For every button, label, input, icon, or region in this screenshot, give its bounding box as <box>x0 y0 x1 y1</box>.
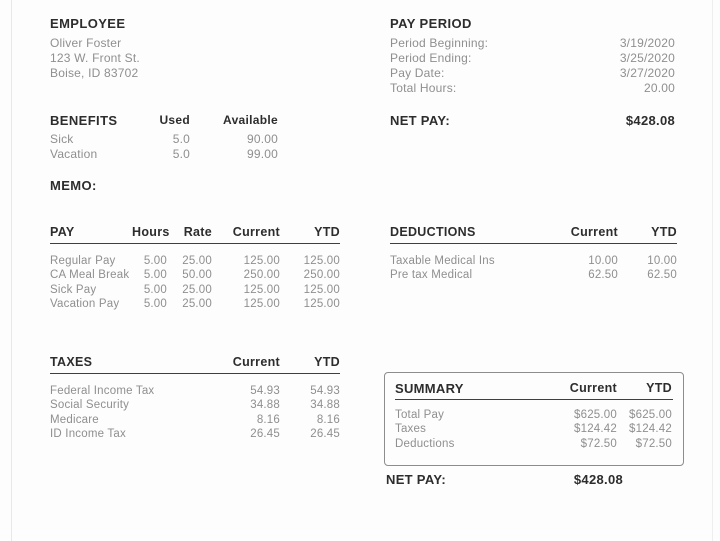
taxes-table-header <box>50 355 340 370</box>
pay-table <box>50 225 340 311</box>
pay-period-label: Period Beginning: <box>390 36 489 50</box>
pay-period-label: Period Ending: <box>390 51 472 65</box>
taxes-table-row <box>50 413 340 427</box>
deduction-ytd: 10.00 <box>647 255 677 267</box>
pay-col-current: Current <box>232 225 280 239</box>
pay-table-row <box>50 268 340 282</box>
pay-period-value: 3/27/2020 <box>619 66 675 80</box>
pay-period-row <box>390 51 675 66</box>
pay-item-current: 125.00 <box>243 283 280 296</box>
deductions-table-row <box>390 254 677 268</box>
pay-item-label: CA Meal Break <box>50 269 130 282</box>
tax-ytd: 54.93 <box>310 385 340 397</box>
net-pay-value: $428.08 <box>573 472 623 487</box>
tax-current: 34.88 <box>250 399 280 412</box>
summary-label: Deductions <box>395 437 455 450</box>
deduction-label: Pre tax Medical <box>390 269 473 282</box>
summary-ytd: $625.00 <box>629 409 672 421</box>
benefit-available: 99.00 <box>246 147 278 161</box>
tax-label: Social Security <box>50 399 130 412</box>
pay-period-row <box>390 36 675 51</box>
pay-period-label: Total Hours: <box>390 81 457 95</box>
benefit-used: 5.0 <box>172 147 190 161</box>
pay-col-ytd: YTD <box>314 225 340 239</box>
taxes-table-row <box>50 398 340 412</box>
pay-item-current: 125.00 <box>243 297 280 310</box>
pay-item-hours: 5.00 <box>143 297 167 310</box>
pay-item-ytd: 125.00 <box>303 255 340 267</box>
tax-label: Federal Income Tax <box>50 385 155 397</box>
summary-rule <box>395 399 673 400</box>
tax-label: ID Income Tax <box>50 427 126 440</box>
pay-table-row <box>50 297 340 311</box>
pay-item-ytd: 125.00 <box>303 297 340 310</box>
summary-label: Total Pay <box>395 409 445 421</box>
summary-ytd: $72.50 <box>635 437 672 450</box>
pay-period-value: 3/19/2020 <box>619 36 675 50</box>
summary-header <box>395 381 673 396</box>
deductions-col-current: Current <box>570 225 618 239</box>
benefit-label: Sick <box>50 132 74 146</box>
pay-period-section-title: PAY PERIOD <box>390 16 472 31</box>
taxes-table-title: TAXES <box>50 355 93 369</box>
pay-item-rate: 50.00 <box>182 269 212 282</box>
summary-title: SUMMARY <box>395 381 464 396</box>
taxes-col-current: Current <box>232 355 280 369</box>
summary-ytd: $124.42 <box>629 423 672 436</box>
summary-current: $72.50 <box>580 437 617 450</box>
pay-item-rate: 25.00 <box>182 283 212 296</box>
benefits-row <box>50 147 278 162</box>
deductions-table-header <box>390 225 677 240</box>
employee-section <box>50 16 290 81</box>
benefit-used: 5.0 <box>172 132 190 146</box>
taxes-table-rule <box>50 373 340 374</box>
pay-item-hours: 5.00 <box>143 269 167 282</box>
deduction-ytd: 62.50 <box>647 269 677 282</box>
taxes-col-ytd: YTD <box>314 355 340 369</box>
taxes-table <box>50 355 340 441</box>
employee-address-line2: Boise, ID 83702 <box>50 66 139 80</box>
page-left-edge <box>11 0 12 541</box>
pay-period-label: Pay Date: <box>390 66 445 80</box>
deductions-col-ytd: YTD <box>651 225 677 239</box>
benefit-label: Vacation <box>50 147 98 161</box>
taxes-table-row <box>50 384 340 398</box>
summary-row <box>395 437 673 451</box>
pay-period-value: 20.00 <box>643 81 675 95</box>
pay-item-hours: 5.00 <box>143 283 167 296</box>
pay-period-value: 3/25/2020 <box>619 51 675 65</box>
pay-item-hours: 5.00 <box>143 255 167 267</box>
net-pay-label: NET PAY: <box>386 472 446 487</box>
pay-table-header <box>50 225 340 240</box>
tax-current: 26.45 <box>250 427 280 440</box>
pay-period-row <box>390 66 675 81</box>
pay-item-ytd: 250.00 <box>303 269 340 282</box>
pay-item-current: 250.00 <box>243 269 280 282</box>
benefits-section <box>50 113 278 162</box>
tax-ytd: 8.16 <box>316 413 340 426</box>
pay-table-rule <box>50 243 340 244</box>
pay-period-row <box>390 81 675 96</box>
summary-col-ytd: YTD <box>646 381 672 395</box>
summary-row <box>395 422 673 436</box>
pay-table-row <box>50 254 340 268</box>
employee-address-line1: 123 W. Front St. <box>50 51 140 65</box>
tax-ytd: 26.45 <box>310 427 340 440</box>
pay-item-rate: 25.00 <box>182 255 212 267</box>
benefits-section-title: BENEFITS <box>50 113 118 128</box>
deduction-label: Taxable Medical Ins <box>390 255 495 267</box>
summary-current: $124.42 <box>574 423 617 436</box>
net-pay-value: $428.08 <box>625 113 675 128</box>
page-right-edge <box>712 0 713 541</box>
pay-item-label: Regular Pay <box>50 255 116 267</box>
benefits-row <box>50 132 278 147</box>
net-pay-label: NET PAY: <box>390 113 450 128</box>
taxes-table-row <box>50 427 340 441</box>
summary-box <box>384 372 684 466</box>
benefits-header-row <box>50 113 278 129</box>
memo-label: MEMO: <box>50 178 97 193</box>
pay-item-rate: 25.00 <box>182 297 212 310</box>
net-pay-top-row <box>390 113 675 128</box>
deduction-current: 62.50 <box>588 269 618 282</box>
pay-table-title: PAY <box>50 225 75 239</box>
pay-item-label: Vacation Pay <box>50 297 120 310</box>
deductions-table-title: DEDUCTIONS <box>390 225 476 239</box>
summary-current: $625.00 <box>574 409 617 421</box>
pay-item-ytd: 125.00 <box>303 283 340 296</box>
employee-section-title: EMPLOYEE <box>50 16 126 31</box>
summary-label: Taxes <box>395 423 427 436</box>
deductions-table-rule <box>390 243 677 244</box>
pay-period-section <box>390 16 675 96</box>
pay-col-hours: Hours <box>132 225 170 239</box>
tax-label: Medicare <box>50 413 99 426</box>
net-pay-bottom-row <box>386 472 623 487</box>
pay-item-label: Sick Pay <box>50 283 97 296</box>
deductions-table-row <box>390 268 677 282</box>
summary-row <box>395 408 673 422</box>
benefits-col-used: Used <box>159 113 190 127</box>
pay-col-rate: Rate <box>183 225 212 239</box>
deduction-current: 10.00 <box>588 255 618 267</box>
pay-item-current: 125.00 <box>243 255 280 267</box>
deductions-table <box>390 225 677 283</box>
pay-table-row <box>50 283 340 297</box>
tax-current: 8.16 <box>256 413 280 426</box>
benefits-col-available: Available <box>223 113 278 127</box>
summary-col-current: Current <box>569 381 617 395</box>
tax-current: 54.93 <box>250 385 280 397</box>
benefit-available: 90.00 <box>246 132 278 146</box>
tax-ytd: 34.88 <box>310 399 340 412</box>
employee-name: Oliver Foster <box>50 36 122 50</box>
